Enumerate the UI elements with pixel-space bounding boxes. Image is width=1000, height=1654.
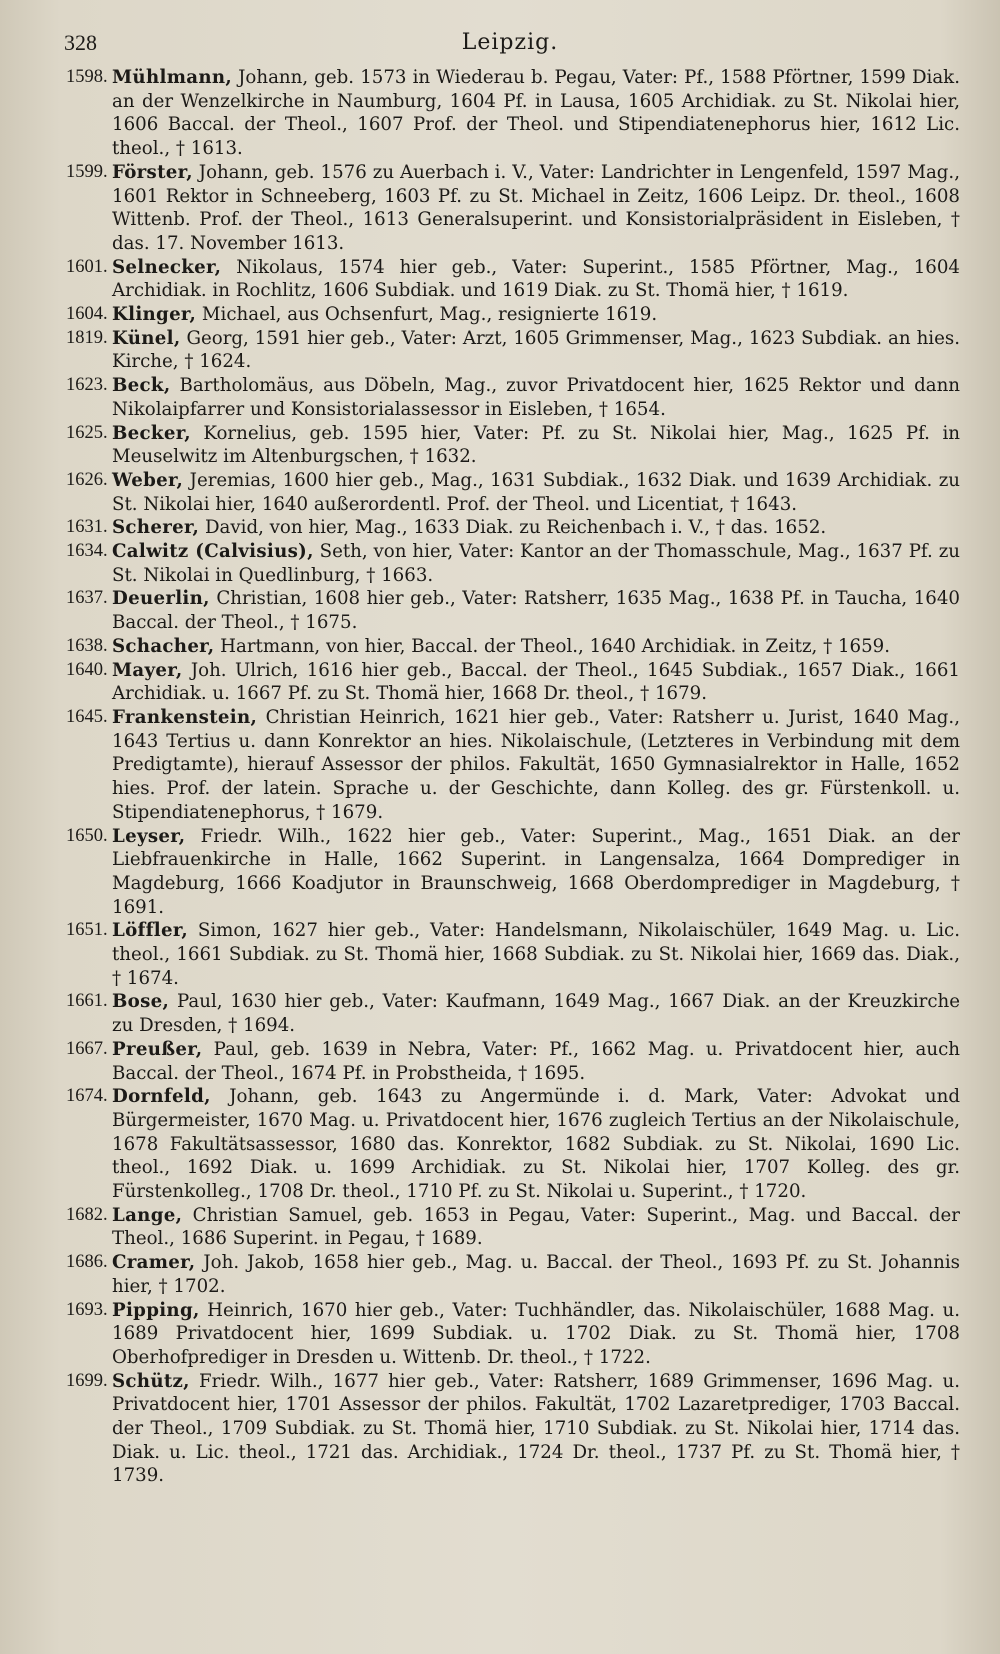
- entry-text: Jeremias, 1600 hier geb., Mag., 1631 Subdiak., 1632 Diak. und 1639 Archidiak. zu St. Nikolai hier, 1640 außerordentl. Prof. der Theol. und Licentiat, † 1643.: [112, 469, 960, 515]
- entry-text: Joh. Ulrich, 1616 hier geb., Baccal. der Theol., 1645 Subdiak., 1657 Diak., 1661 Archidiak. u. 1667 Pf. zu St. Thomä hier, 1668 Dr. theol., † 1679.: [112, 659, 960, 705]
- entry-name: Lange,: [112, 1204, 183, 1226]
- list-item: [62, 635, 960, 659]
- entry-name: Bose,: [112, 991, 170, 1013]
- list-item: [62, 374, 960, 421]
- entry-name: Becker,: [112, 422, 191, 444]
- entry-text: Simon, 1627 hier geb., Vater: Handelsmann, Nikolaischüler, 1649 Mag. u. Lic. theol., 1661 Subdiak. zu St. Thomä hier, 1668 Subdiak. zu St. Nikolai hier, 1669 das. Diak., † 1674.: [112, 920, 960, 989]
- entry-text: Friedr. Wilh., 1677 hier geb., Vater: Ratsherr, 1689 Grimmenser, 1696 Mag. u. Privatdocent hier, 1701 Assessor der philos. Fakultät, 1702 Lazaretprediger, 1703 Baccal. der Theol., 1709 Subdiak. zu St. Thomä hier, 1710 Subdiak. zu St. Nikolai hier, 1714 das. Diak. u. Lic. theol., 1721 das. Archidiak., 1724 Dr. theol., 1737 Pf. zu St. Thomä hier, † 1739.: [112, 1370, 960, 1487]
- page-header: [60, 22, 960, 62]
- entry-text: Johann, geb. 1576 zu Auerbach i. V., Vater: Landrichter in Lengenfeld, 1597 Mag., 1601 Rektor in Schneeberg, 1603 Pf. zu St. Michael in Zeitz, 1606 Leipz. Dr. theol., 1608 Wittenb. Prof. der Theol., 1613 Generalsuperint. und Konsistorialpräsident in Eisleben, † das. 17. November 1613.: [112, 161, 960, 254]
- list-item: [62, 469, 960, 516]
- entry-text: Christian Heinrich, 1621 hier geb., Vater: Ratsherr u. Jurist, 1640 Mag., 1643 Tertius u. dann Konrektor an hies. Nikolaischule, (Letzteres in Verbindung mit dem Predigtamte), hierauf Assessor der philos. Fakultät, 1650 Gymnasialrektor in Halle, 1652 hies. Prof. der latein. Sprache u. der Geschichte, dann Kolleg. des gr. Fürstenkoll. u. Stipendiatenephorus, † 1679.: [112, 706, 960, 823]
- entry-name: Dornfeld,: [112, 1086, 211, 1108]
- entry-year: 1686.: [66, 1252, 108, 1273]
- entry-name: Beck,: [112, 375, 171, 397]
- entry-name: Calwitz (Calvisius),: [112, 541, 314, 563]
- entry-name: Förster,: [112, 161, 193, 183]
- entry-text: Johann, geb. 1643 zu Angermünde i. d. Mark, Vater: Advokat und Bürgermeister, 1670 Mag. u. Privatdocent hier, 1676 zugleich Tertius an der Nikolaischule, 1678 Fakultätsassessor, 1680 das. Konrektor, 1682 Subdiak. zu St. Nikolai, 1690 Lic. theol., 1692 Diak. u. 1699 Archidiak. zu St. Nikolai hier, 1707 Kolleg. des gr. Fürstenkolleg., 1708 Dr. theol., 1710 Pf. zu St. Nikolai u. Superint., † 1720.: [112, 1086, 960, 1203]
- entry-year: 1625.: [66, 422, 108, 443]
- entry-year: 1604.: [66, 304, 108, 325]
- entry-year: 1682.: [66, 1204, 108, 1225]
- entry-name: Selnecker,: [112, 256, 222, 278]
- entry-text: Kornelius, geb. 1595 hier, Vater: Pf. zu St. Nikolai hier, Mag., 1625 Pf. in Meuselwitz im Altenburgschen, † 1632.: [112, 422, 960, 468]
- entry-name: Pipping,: [112, 1299, 200, 1321]
- entry-year: 1640.: [66, 659, 108, 680]
- entry-text: Friedr. Wilh., 1622 hier geb., Vater: Superint., Mag., 1651 Diak. an der Liebfrauenkirche in Halle, 1662 Superint. in Langensalza, 1664 Domprediger in Magdeburg, 1666 Koadjutor in Braunschweig, 1668 Oberdomprediger in Magdeburg, † 1691.: [112, 825, 960, 918]
- entry-year: 1819.: [66, 327, 108, 348]
- entry-name: Schacher,: [112, 635, 215, 657]
- list-item: [62, 659, 960, 706]
- list-item: [62, 1085, 960, 1204]
- entry-year: 1667.: [66, 1038, 108, 1059]
- list-item: [62, 256, 960, 303]
- list-item: [62, 1299, 960, 1370]
- entry-year: 1599.: [66, 161, 108, 182]
- list-item: [62, 540, 960, 587]
- entry-text: Heinrich, 1670 hier geb., Vater: Tuchhändler, das. Nikolaischüler, 1688 Mag. u. 1689 Privatdocent hier, 1699 Subdiak. u. 1702 Diak. zu St. Thomä hier, 1708 Oberhofprediger in Dresden u. Wittenb. Dr. theol., † 1722.: [112, 1299, 960, 1368]
- entry-year: 1638.: [66, 635, 108, 656]
- entry-year: 1601.: [66, 256, 108, 277]
- entry-text: Hartmann, von hier, Baccal. der Theol., 1640 Archidiak. in Zeitz, † 1659.: [214, 635, 891, 657]
- entry-name: Frankenstein,: [112, 706, 258, 728]
- entry-year: 1637.: [66, 588, 108, 609]
- entry-year: 1631.: [66, 517, 108, 538]
- list-item: [62, 66, 960, 161]
- entry-text: Seth, von hier, Vater: Kantor an der Thomasschule, Mag., 1637 Pf. zu St. Nikolai in Quedlinburg, † 1663.: [112, 541, 960, 586]
- list-item: [62, 990, 960, 1037]
- entry-year: 1645.: [66, 706, 108, 727]
- entry-text: Paul, 1630 hier geb., Vater: Kaufmann, 1649 Mag., 1667 Diak. an der Kreuzkirche zu Dresden, † 1694.: [112, 991, 960, 1037]
- entry-text: Georg, 1591 hier geb., Vater: Arzt, 1605 Grimmenser, Mag., 1623 Subdiak. an hies. Kirche, † 1624.: [112, 327, 960, 373]
- entry-list: [62, 66, 960, 1488]
- list-item: [62, 516, 960, 540]
- entry-year: 1674.: [66, 1086, 108, 1107]
- entry-name: Preußer,: [112, 1038, 203, 1060]
- entry-text: Paul, geb. 1639 in Nebra, Vater: Pf., 1662 Mag. u. Privatdocent hier, auch Baccal. der Theol., 1674 Pf. in Probstheida, † 1695.: [112, 1038, 960, 1084]
- entry-year: 1626.: [66, 469, 108, 490]
- entry-text: Johann, geb. 1573 in Wiederau b. Pegau, Vater: Pf., 1588 Pförtner, 1599 Diak. an der Wenzelkirche in Naumburg, 1604 Pf. in Lausa, 1605 Archidiak. zu St. Nikolai hier, 1606 Baccal. der Theol., 1607 Prof. der Theol. und Stipendiatenephorus hier, 1612 Lic. theol., † 1613.: [112, 67, 960, 160]
- list-item: [62, 327, 960, 374]
- entry-year: 1650.: [66, 825, 108, 846]
- list-item: [62, 1370, 960, 1489]
- running-title: Leipzig.: [461, 30, 559, 55]
- entry-name: Weber,: [112, 469, 184, 491]
- entry-year: 1598.: [66, 67, 108, 87]
- entry-name: Scherer,: [112, 517, 200, 539]
- entry-name: Cramer,: [112, 1252, 196, 1274]
- page-number: 328: [64, 30, 97, 55]
- entry-name: Leyser,: [112, 825, 186, 847]
- entry-year: 1634.: [66, 541, 108, 562]
- entry-text: Christian Samuel, geb. 1653 in Pegau, Vater: Superint., Mag. und Baccal. der Theol., 1686 Superint. in Pegau, † 1689.: [112, 1204, 960, 1250]
- entry-text: Nikolaus, 1574 hier geb., Vater: Superint., 1585 Pförtner, Mag., 1604 Archidiak. in Rochlitz, 1606 Subdiak. und 1619 Diak. zu St. Thomä hier, † 1619.: [112, 256, 960, 302]
- entry-year: 1693.: [66, 1299, 108, 1320]
- entry-year: 1699.: [66, 1370, 108, 1391]
- entry-year: 1651.: [66, 920, 108, 941]
- entry-name: Mühlmann,: [112, 67, 232, 88]
- entry-year: 1623.: [66, 375, 108, 396]
- entry-name: Klinger,: [112, 304, 197, 326]
- entry-name: Schütz,: [112, 1370, 190, 1392]
- entry-name: Löffler,: [112, 920, 189, 942]
- entry-year: 1661.: [66, 991, 108, 1012]
- entry-name: Künel,: [112, 327, 181, 349]
- list-item: [62, 825, 960, 920]
- list-item: [62, 706, 960, 825]
- list-item: [62, 587, 960, 634]
- entry-name: Deuerlin,: [112, 588, 210, 610]
- list-item: [62, 1251, 960, 1298]
- list-item: [62, 919, 960, 990]
- list-item: [62, 161, 960, 256]
- list-item: [62, 303, 960, 327]
- entry-text: Joh. Jakob, 1658 hier geb., Mag. u. Baccal. der Theol., 1693 Pf. zu St. Johannis hier, † 1702.: [112, 1252, 960, 1297]
- list-item: [62, 1038, 960, 1085]
- entry-name: Mayer,: [112, 659, 183, 681]
- entry-text: Christian, 1608 hier geb., Vater: Ratsherr, 1635 Mag., 1638 Pf. in Taucha, 1640 Baccal. der Theol., † 1675.: [112, 588, 960, 634]
- entry-text: David, von hier, Mag., 1633 Diak. zu Reichenbach i. V., † das. 1652.: [199, 517, 827, 539]
- list-item: [62, 1204, 960, 1251]
- entry-text: Bartholomäus, aus Döbeln, Mag., zuvor Privatdocent hier, 1625 Rektor und dann Nikolaipfarrer und Konsistorialassessor in Eisleben, † 1654.: [112, 375, 960, 420]
- list-item: [62, 422, 960, 469]
- entry-text: Michael, aus Ochsenfurt, Mag., resignierte 1619.: [196, 304, 658, 326]
